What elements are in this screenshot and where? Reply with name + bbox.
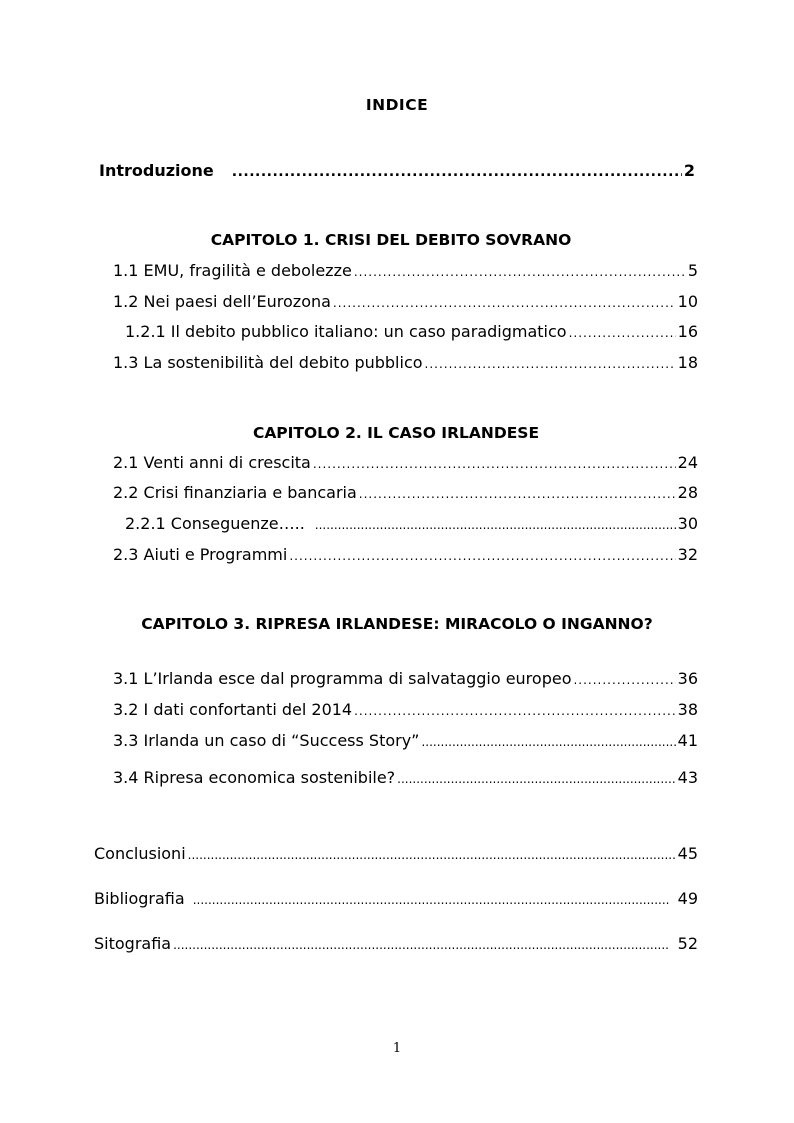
toc-entry-1-2[interactable]: 1.2 Nei paesi dell’Eurozona ..... 10 bbox=[113, 292, 698, 313]
toc-bibliografia[interactable]: Bibliografia ..... 49 bbox=[94, 889, 698, 910]
toc-entry-2-2[interactable]: 2.2 Crisi finanziaria e bancaria ..... 28 bbox=[113, 483, 698, 504]
toc-conclusioni[interactable]: Conclusioni ..... 45 bbox=[94, 844, 698, 865]
chapter-1-heading: CAPITOLO 1. CRISI DEL DEBITO SOVRANO bbox=[210, 231, 572, 249]
toc-entry-2-2-1[interactable]: 2.2.1 Conseguenze….. ..... 30 bbox=[125, 514, 698, 535]
toc-entry-3-2[interactable]: 3.2 I dati confortanti del 2014 ..... 38 bbox=[113, 700, 698, 721]
toc-entry-3-4[interactable]: 3.4 Ripresa economica sostenibile? ..... 43 bbox=[113, 768, 698, 789]
chapter-3-heading: CAPITOLO 3. RIPRESA IRLANDESE: MIRACOLO O INGANNO? bbox=[141, 615, 653, 633]
toc-entry-1-1[interactable]: 1.1 EMU, fragilità e debolezze ..... 5 bbox=[113, 261, 698, 282]
chapter-2-heading: CAPITOLO 2. IL CASO IRLANDESE bbox=[252, 424, 540, 442]
toc-introduction[interactable] bbox=[99, 161, 695, 182]
toc-entry-3-1[interactable]: 3.1 L’Irlanda esce dal programma di salvataggio europeo ..... 36 bbox=[113, 669, 698, 690]
toc-page: 2 bbox=[683, 161, 695, 180]
toc-entry-1-3[interactable]: 1.3 La sostenibilità del debito pubblico ..... 18 bbox=[113, 353, 698, 374]
toc-sitografia[interactable]: Sitografia ..... 52 bbox=[94, 934, 698, 955]
toc-entry-3-3[interactable]: 3.3 Irlanda un caso di “Success Story” ..... 41 bbox=[113, 731, 698, 752]
toc-entry-1-2-1[interactable]: 1.2.1 Il debito pubblico italiano: un caso paradigmatico ..... 16 bbox=[125, 322, 698, 343]
toc-entry-2-1[interactable]: 2.1 Venti anni di crescita ..... 24 bbox=[113, 453, 698, 474]
page-title: INDICE bbox=[365, 96, 429, 114]
page-number: 1 bbox=[392, 1041, 402, 1056]
toc-entry-2-3[interactable]: 2.3 Aiuti e Programmi ..... 32 bbox=[113, 545, 698, 566]
toc-label: Introduzione bbox=[99, 161, 214, 180]
